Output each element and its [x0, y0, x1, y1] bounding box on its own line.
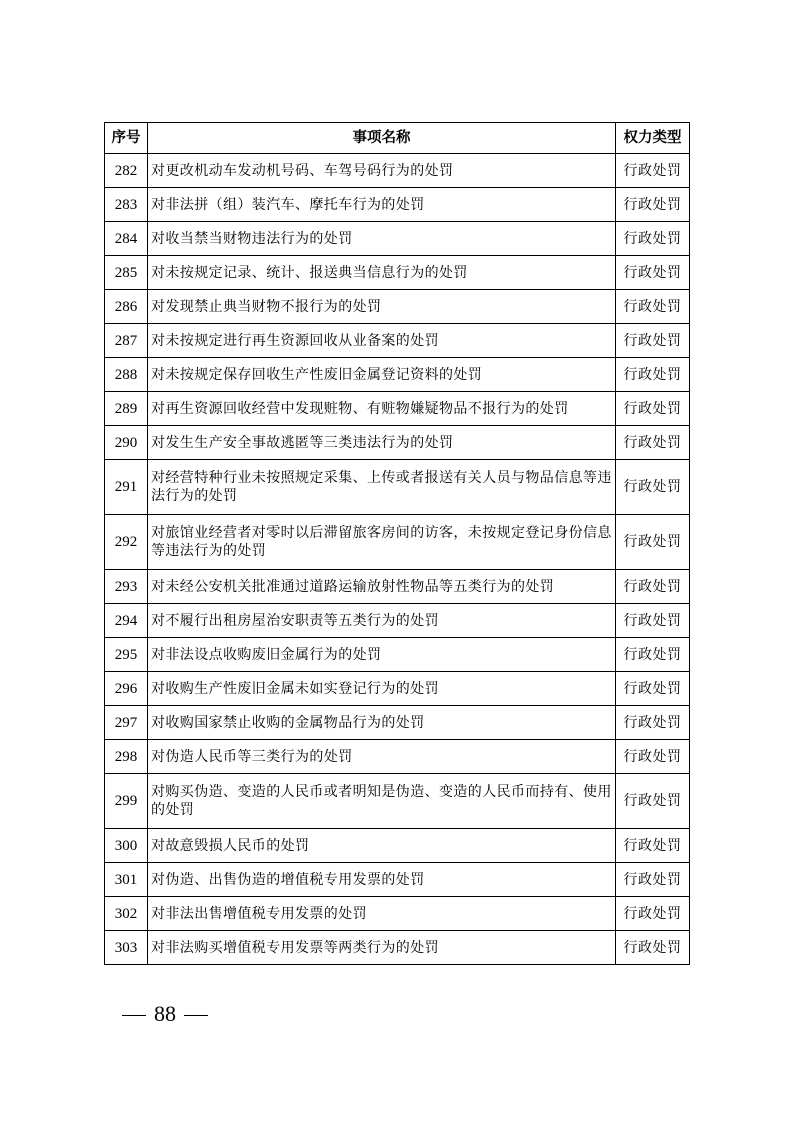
table-row: [105, 324, 690, 358]
table-row: [105, 222, 690, 256]
header-power-type: 权力类型: [616, 123, 690, 154]
row-power-type: 行政处罚: [616, 392, 690, 426]
row-serial-number: 285: [105, 256, 148, 290]
row-power-type: 行政处罚: [616, 324, 690, 358]
table-header-row: [105, 123, 690, 154]
row-serial-number: 296: [105, 672, 148, 706]
row-item-name: 对故意毁损人民币的处罚: [148, 829, 616, 863]
table-row: [105, 392, 690, 426]
row-item-name: 对收购生产性废旧金属未如实登记行为的处罚: [148, 672, 616, 706]
row-serial-number: 286: [105, 290, 148, 324]
page-number: 88: [154, 1001, 176, 1026]
row-serial-number: 291: [105, 460, 148, 515]
table-row: [105, 829, 690, 863]
table-row: [105, 706, 690, 740]
row-serial-number: 288: [105, 358, 148, 392]
row-item-name: 对收当禁当财物违法行为的处罚: [148, 222, 616, 256]
row-power-type: 行政处罚: [616, 154, 690, 188]
row-power-type: 行政处罚: [616, 426, 690, 460]
row-power-type: 行政处罚: [616, 774, 690, 829]
table-row: [105, 188, 690, 222]
row-item-name: 对再生资源回收经营中发现赃物、有赃物嫌疑物品不报行为的处罚: [148, 392, 616, 426]
table-row: [105, 460, 690, 515]
row-serial-number: 287: [105, 324, 148, 358]
row-item-name: 对发现禁止典当财物不报行为的处罚: [148, 290, 616, 324]
row-power-type: 行政处罚: [616, 672, 690, 706]
row-power-type: 行政处罚: [616, 740, 690, 774]
row-item-name: 对非法购买增值税专用发票等两类行为的处罚: [148, 931, 616, 965]
table-row: [105, 672, 690, 706]
row-item-name: 对更改机动车发动机号码、车驾号码行为的处罚: [148, 154, 616, 188]
row-power-type: 行政处罚: [616, 931, 690, 965]
row-serial-number: 295: [105, 638, 148, 672]
row-item-name: 对未按规定保存回收生产性废旧金属登记资料的处罚: [148, 358, 616, 392]
row-power-type: 行政处罚: [616, 829, 690, 863]
footer-dash-left: [122, 1015, 146, 1016]
table-row: [105, 154, 690, 188]
table-row: [105, 570, 690, 604]
row-power-type: 行政处罚: [616, 188, 690, 222]
table-row: [105, 863, 690, 897]
row-power-type: 行政处罚: [616, 460, 690, 515]
table-row: [105, 604, 690, 638]
row-power-type: 行政处罚: [616, 358, 690, 392]
row-serial-number: 293: [105, 570, 148, 604]
row-item-name: 对伪造、出售伪造的增值税专用发票的处罚: [148, 863, 616, 897]
row-power-type: 行政处罚: [616, 290, 690, 324]
row-item-name: 对未按规定记录、统计、报送典当信息行为的处罚: [148, 256, 616, 290]
table-row: [105, 740, 690, 774]
row-power-type: 行政处罚: [616, 222, 690, 256]
row-item-name: 对经营特种行业未按照规定采集、上传或者报送有关人员与物品信息等违法行为的处罚: [148, 460, 616, 515]
power-items-table: [104, 122, 690, 965]
header-item-name: 事项名称: [148, 123, 616, 154]
row-item-name: 对非法拼（组）装汽车、摩托车行为的处罚: [148, 188, 616, 222]
row-power-type: 行政处罚: [616, 570, 690, 604]
table-row: [105, 931, 690, 965]
row-serial-number: 302: [105, 897, 148, 931]
row-serial-number: 297: [105, 706, 148, 740]
row-serial-number: 289: [105, 392, 148, 426]
row-item-name: 对不履行出租房屋治安职责等五类行为的处罚: [148, 604, 616, 638]
row-power-type: 行政处罚: [616, 604, 690, 638]
row-item-name: 对购买伪造、变造的人民币或者明知是伪造、变造的人民币而持有、使用的处罚: [148, 774, 616, 829]
row-power-type: 行政处罚: [616, 256, 690, 290]
row-serial-number: 290: [105, 426, 148, 460]
row-serial-number: 292: [105, 515, 148, 570]
table-row: [105, 256, 690, 290]
row-serial-number: 294: [105, 604, 148, 638]
row-serial-number: 282: [105, 154, 148, 188]
row-serial-number: 303: [105, 931, 148, 965]
row-power-type: 行政处罚: [616, 638, 690, 672]
footer-dash-right: [184, 1015, 208, 1016]
row-power-type: 行政处罚: [616, 863, 690, 897]
table-body: [105, 154, 690, 965]
row-serial-number: 300: [105, 829, 148, 863]
table-row: [105, 897, 690, 931]
page-footer: [122, 1001, 208, 1027]
row-power-type: 行政处罚: [616, 706, 690, 740]
row-serial-number: 284: [105, 222, 148, 256]
table-row: [105, 358, 690, 392]
table-row: [105, 290, 690, 324]
table-row: [105, 774, 690, 829]
row-serial-number: 298: [105, 740, 148, 774]
row-serial-number: 301: [105, 863, 148, 897]
table-row: [105, 638, 690, 672]
row-item-name: 对旅馆业经营者对零时以后滞留旅客房间的访客，未按规定登记身份信息等违法行为的处罚: [148, 515, 616, 570]
row-item-name: 对收购国家禁止收购的金属物品行为的处罚: [148, 706, 616, 740]
row-item-name: 对非法出售增值税专用发票的处罚: [148, 897, 616, 931]
row-item-name: 对未按规定进行再生资源回收从业备案的处罚: [148, 324, 616, 358]
table-row: [105, 515, 690, 570]
row-serial-number: 283: [105, 188, 148, 222]
row-item-name: 对发生生产安全事故逃匿等三类违法行为的处罚: [148, 426, 616, 460]
table-row: [105, 426, 690, 460]
header-serial-number: 序号: [105, 123, 148, 154]
row-item-name: 对非法设点收购废旧金属行为的处罚: [148, 638, 616, 672]
row-item-name: 对未经公安机关批准通过道路运输放射性物品等五类行为的处罚: [148, 570, 616, 604]
row-serial-number: 299: [105, 774, 148, 829]
row-item-name: 对伪造人民币等三类行为的处罚: [148, 740, 616, 774]
row-power-type: 行政处罚: [616, 515, 690, 570]
row-power-type: 行政处罚: [616, 897, 690, 931]
